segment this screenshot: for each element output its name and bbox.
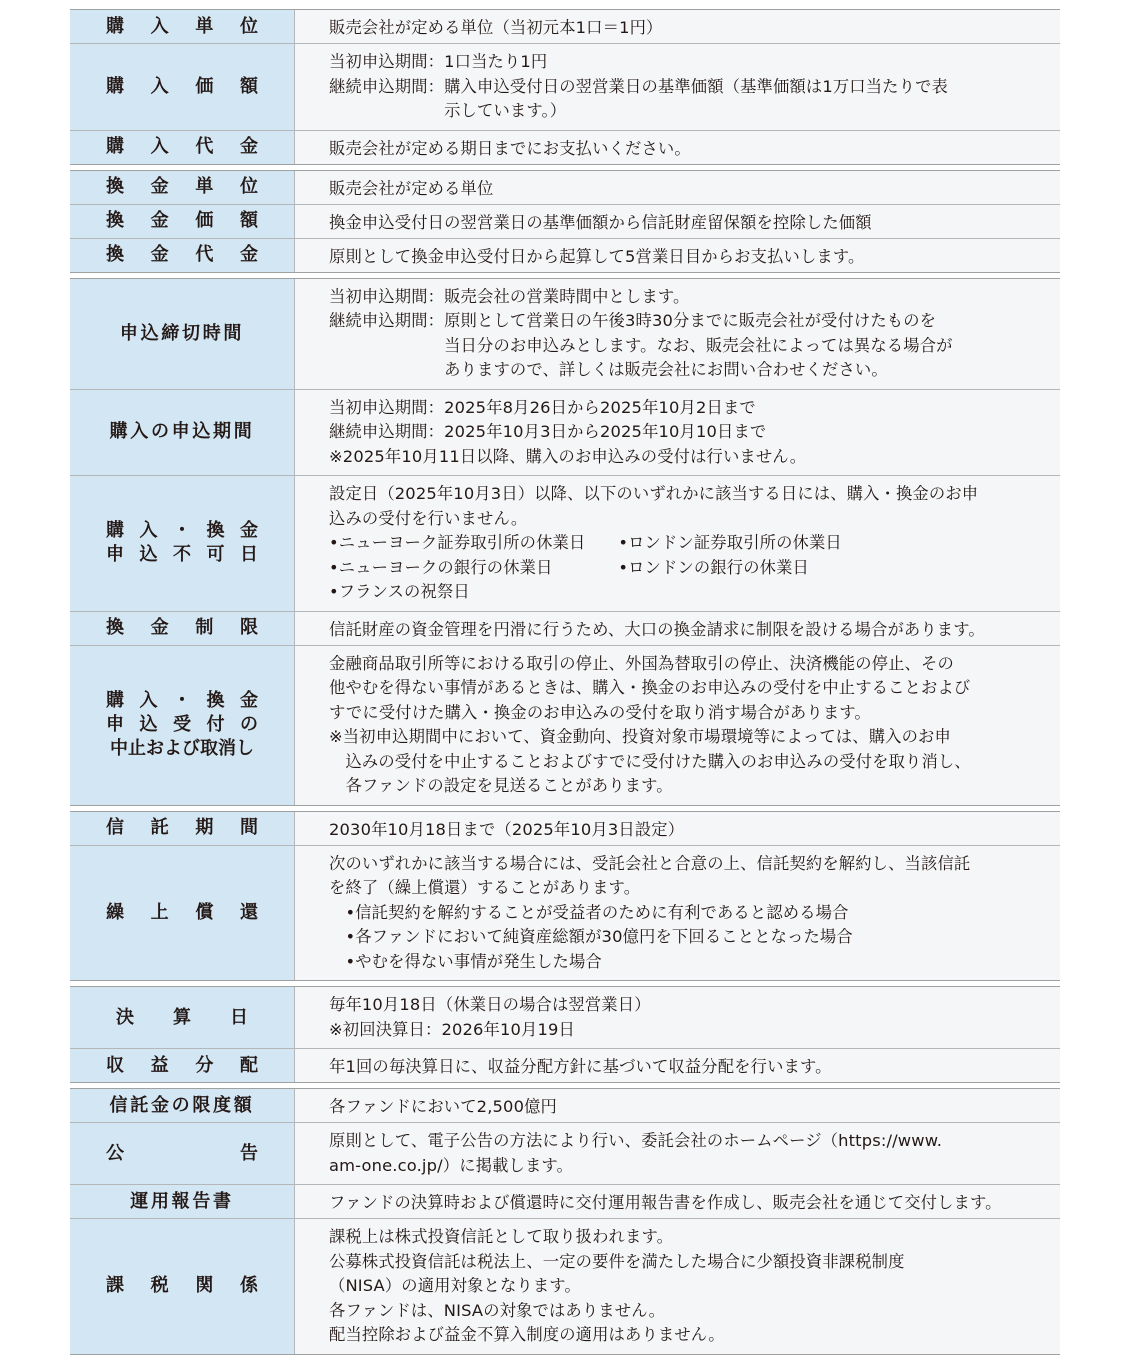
table-row [70,204,1060,238]
row-content: 設定日（2025年10月3日）以降、以下のいずれかに該当する日には、購入・換金のお申 込みの受付を行いません。 •ニューヨーク証券取引所の休業日 •ロンドン証券取引所の休業日 •ニューヨークの銀行の休業日 •ロンドンの銀行の休業日 •フランスの祝祭日 [295,476,1060,611]
table-group [70,9,1060,165]
table-row [70,475,1060,611]
table-row [70,1218,1060,1354]
table-row [70,1184,1060,1218]
row-label: 信 託 期 間 [70,812,295,845]
table-row [70,611,1060,645]
row-label: 公 告 [70,1123,295,1184]
row-label: 決 算 日 [70,987,295,1048]
table-row [70,987,1060,1048]
table-row [70,812,1060,845]
row-label: 購 入 単 位 [70,10,295,43]
table-row [70,43,1060,130]
row-content: 年1回の毎決算日に、収益分配方針に基づいて収益分配を行います。 [295,1049,1060,1082]
table-row [70,10,1060,43]
row-label: 信託金の限度額 [70,1089,295,1122]
table-group [70,811,1060,982]
row-label: 換 金 単 位 [70,171,295,204]
row-label: 換 金 価 額 [70,205,295,238]
row-label: 購 入 価 額 [70,44,295,130]
table-row [70,1089,1060,1122]
row-label: 購 入 ・ 換 金 申 込 受 付 の 中止および取消し [70,646,295,805]
row-content: 販売会社が定める単位 [295,171,1060,204]
row-label: 換 金 制 限 [70,612,295,645]
row-label: 購入の申込期間 [70,390,295,476]
row-label: 繰 上 償 還 [70,846,295,981]
table-group [70,986,1060,1083]
table-row [70,845,1060,981]
row-content: 次のいずれかに該当する場合には、受託会社と合意の上、信託契約を解約し、当該信託 を終了（繰上償還）することがあります。 •信託契約を解約することが受益者のために有利であると認める場合 •各ファンドにおいて純資産総額が30億円を下回ることとなった場合 •やむを得ない事情が発生した場合 [295,846,1060,981]
row-content: 2030年10月18日まで（2025年10月3日設定） [295,812,1060,845]
row-content: 当初申込期間：2025年8月26日から2025年10月2日まで 継続申込期間：2025年10月3日から2025年10月10日まで ※2025年10月11日以降、購入のお申込みの受付は行いません。 [295,390,1060,476]
row-label: 課 税 関 係 [70,1219,295,1354]
row-content: 課税上は株式投資信託として取り扱われます。 公募株式投資信託は税法上、一定の要件を満たした場合に少額投資非課税制度 （NISA）の適用対象となります。 各ファンドは、NISAの対象ではありません。 配当控除および益金不算入制度の適用はありません。 [295,1219,1060,1354]
row-content: 原則として換金申込受付日から起算して5営業日目からお支払いします。 [295,239,1060,272]
row-content: 毎年10月18日（休業日の場合は翌営業日） ※初回決算日：2026年10月19日 [295,987,1060,1048]
row-content: 原則として、電子公告の方法により行い、委託会社のホームページ（https://www. am-one.co.jp/）に掲載します。 [295,1123,1060,1184]
table-row [70,645,1060,805]
row-label: 換 金 代 金 [70,239,295,272]
row-content: 金融商品取引所等における取引の停止、外国為替取引の停止、決済機能の停止、その 他やむを得ない事情があるときは、購入・換金のお申込みの受付を中止することおよび すでに受付けた購入・換金のお申込みの受付を取り消す場合があります。 ※当初申込期間中において、資金動向、投資対象市場環境等によっては、購入のお申 込みの受付を中止することおよびすでに受付けた購入のお申込みの受付を取り消し、 各ファンドの設定を見送ることがあります。 [295,646,1060,805]
table-row [70,389,1060,476]
table-row [70,238,1060,272]
row-label: 購 入 ・ 換 金 申 込 不 可 日 [70,476,295,611]
row-content: 換金申込受付日の翌営業日の基準価額から信託財産留保額を控除した価額 [295,205,1060,238]
row-label: 購 入 代 金 [70,131,295,164]
table-row [70,171,1060,204]
table-row [70,1122,1060,1184]
row-label: 申込締切時間 [70,279,295,389]
row-content: 信託財産の資金管理を円滑に行うため、大口の換金請求に制限を設ける場合があります。 [295,612,1060,645]
row-label: 運用報告書 [70,1185,295,1218]
row-label: 収 益 分 配 [70,1049,295,1082]
row-content: 当初申込期間：1口当たり1円 継続申込期間：購入申込受付日の翌営業日の基準価額（基準価額は1万口当たりで表 示しています。） [295,44,1060,130]
row-content: 販売会社が定める単位（当初元本1口＝1円） [295,10,1060,43]
row-content: 当初申込期間：販売会社の営業時間中とします。 継続申込期間：原則として営業日の午後3時30分までに販売会社が受付けたものを 当日分のお申込みとします。なお、販売会社によっては異なる場合が ありますので、詳しくは販売会社にお問い合わせください。 [295,279,1060,389]
table-row [70,130,1060,164]
table-row [70,279,1060,389]
row-content: 各ファンドにおいて2,500億円 [295,1089,1060,1122]
row-content: 販売会社が定める期日までにお支払いください。 [295,131,1060,164]
table-row [70,1048,1060,1082]
fund-terms-table [70,9,1060,1355]
row-content: ファンドの決算時および償還時に交付運用報告書を作成し、販売会社を通じて交付します。 [295,1185,1060,1218]
table-group [70,1088,1060,1355]
table-group [70,278,1060,806]
table-group [70,170,1060,273]
